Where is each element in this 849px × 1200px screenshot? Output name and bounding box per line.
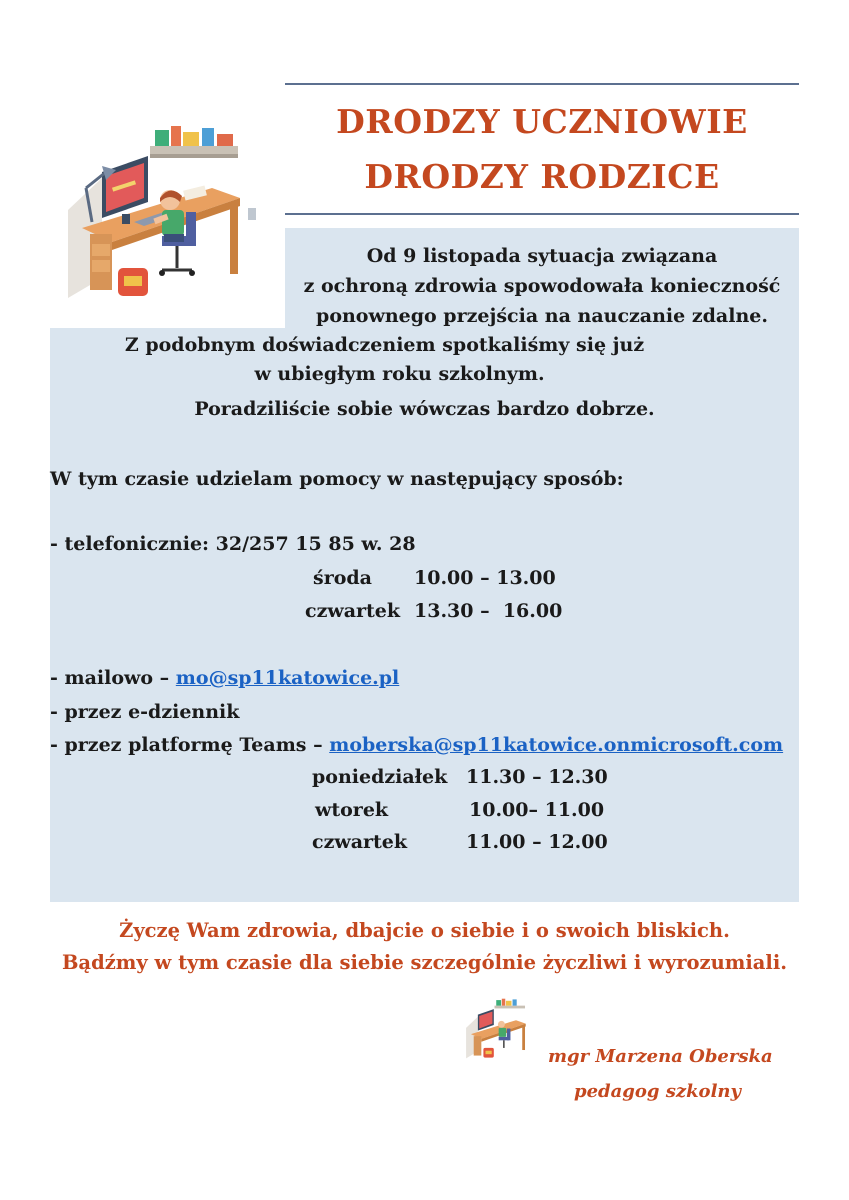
mail-email-link[interactable]: mo@sp11katowice.pl bbox=[175, 667, 400, 689]
phone-time-2: 13.30 – 16.00 bbox=[414, 600, 563, 622]
mail-contact bbox=[50, 666, 399, 690]
signature-role: pedagog szkolny bbox=[574, 1081, 741, 1102]
teams-day-1: poniedziałek bbox=[312, 766, 448, 788]
intro-line-6: Poradziliście sobie wówczas bardzo dobrze. bbox=[194, 398, 655, 420]
title-line-1: DRODZY UCZNIOWIE bbox=[336, 102, 748, 141]
signature-name: mgr Marzena Oberska bbox=[548, 1046, 773, 1067]
intro-line-3: ponownego przejścia na nauczanie zdalne. bbox=[316, 305, 768, 327]
phone-day-2: czwartek bbox=[305, 600, 401, 622]
teams-time-3: 11.00 – 12.00 bbox=[466, 831, 608, 853]
teams-prefix: - przez platformę Teams – bbox=[50, 734, 330, 756]
teams-email-link[interactable]: moberska@sp11katowice.onmicrosoft.com bbox=[329, 734, 784, 756]
phone-contact: - telefonicznie: 32/257 15 85 w. 28 bbox=[50, 533, 416, 555]
student-desk-illustration bbox=[62, 118, 287, 303]
teams-day-2: wtorek bbox=[315, 799, 389, 821]
help-intro: W tym czasie udzielam pomocy w następujący sposób: bbox=[50, 468, 624, 490]
teams-time-2: 10.00– 11.00 bbox=[469, 799, 605, 821]
teams-time-1: 11.30 – 12.30 bbox=[466, 766, 608, 788]
teams-contact bbox=[50, 733, 783, 757]
closing-line-2: Bądźmy w tym czasie dla siebie szczególnie życzliwi i wyrozumiali. bbox=[61, 951, 788, 974]
title-line-2: DRODZY RODZICE bbox=[364, 157, 720, 196]
header-rule-top bbox=[285, 83, 799, 85]
intro-line-2: z ochroną zdrowia spowodowała konieczność bbox=[303, 275, 781, 297]
teams-day-3: czwartek bbox=[312, 831, 408, 853]
intro-line-1: Od 9 listopada sytuacja związana bbox=[366, 245, 718, 267]
phone-time-1: 10.00 – 13.00 bbox=[414, 567, 556, 589]
closing-line-1: Życzę Wam zdrowia, dbajcie o siebie i o swoich bliskich. bbox=[119, 919, 730, 942]
ediary-contact: - przez e-dziennik bbox=[50, 701, 240, 723]
header-rule-bottom bbox=[285, 213, 799, 215]
intro-line-4: Z podobnym doświadczeniem spotkaliśmy się już bbox=[124, 334, 645, 356]
phone-day-1: środa bbox=[313, 567, 372, 589]
mail-prefix: - mailowo – bbox=[50, 667, 176, 689]
intro-line-5: w ubiegłym roku szkolnym. bbox=[254, 363, 545, 385]
small-desk-illustration bbox=[464, 992, 542, 1064]
